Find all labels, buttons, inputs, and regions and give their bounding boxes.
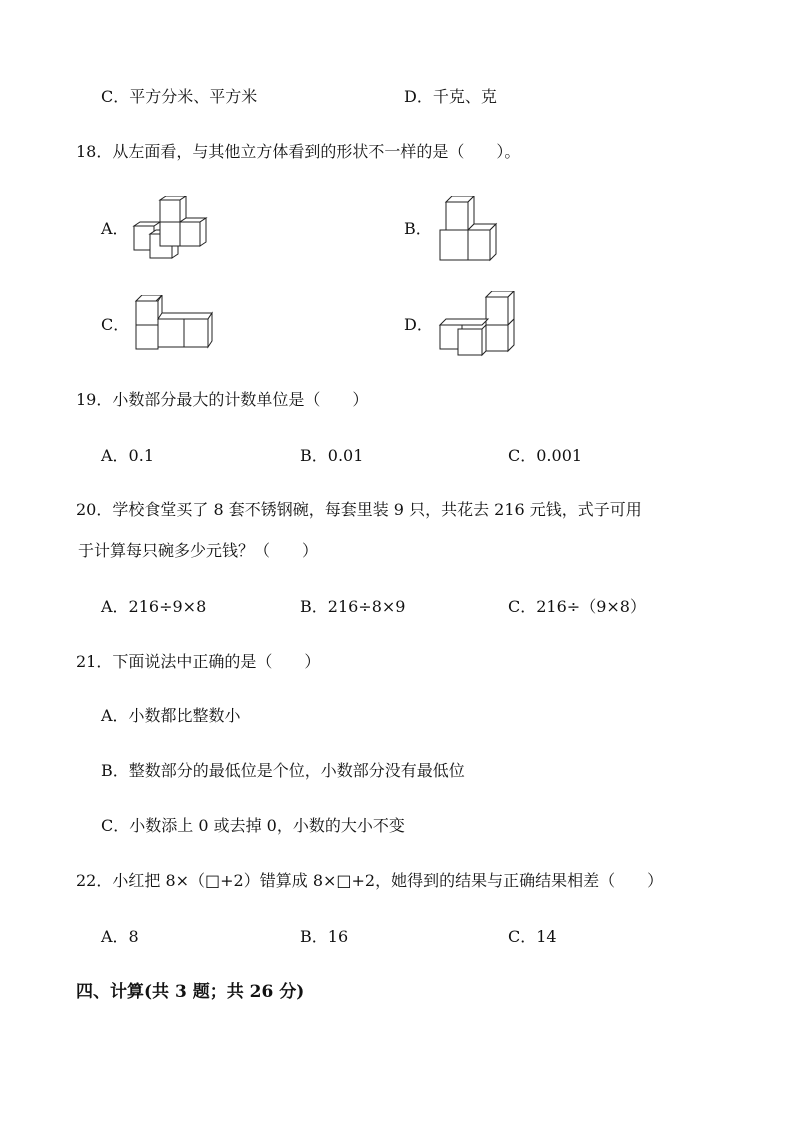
q21-stem: 21．下面说法中正确的是（ ） bbox=[76, 652, 321, 671]
q19-option-a[interactable]: A．0.1 bbox=[101, 446, 155, 465]
q19-stem: 19．小数部分最大的计数单位是（ ） bbox=[76, 390, 369, 409]
cubes-figure-a bbox=[132, 196, 212, 261]
q20-option-b[interactable]: B．216÷8×9 bbox=[300, 597, 406, 616]
q20-option-c[interactable]: C．216÷（9×8） bbox=[508, 597, 646, 616]
q22-option-b[interactable]: B．16 bbox=[300, 927, 349, 946]
q18-option-b-label[interactable]: B． bbox=[404, 219, 432, 238]
q21-option-c[interactable]: C．小数添上 0 或去掉 0，小数的大小不变 bbox=[101, 816, 405, 835]
q22-option-a[interactable]: A．8 bbox=[101, 927, 139, 946]
cubes-figure-c bbox=[132, 295, 217, 353]
cubes-figure-b bbox=[436, 196, 506, 264]
q22-option-c[interactable]: C．14 bbox=[508, 927, 557, 946]
q19-option-c[interactable]: C．0.001 bbox=[508, 446, 583, 465]
cubes-figure-d bbox=[436, 291, 521, 357]
q20-stem-line1: 20．学校食堂买了 8 套不锈钢碗，每套里装 9 只，共花去 216 元钱，式子可用 bbox=[76, 500, 642, 519]
q17-option-c[interactable]: C．平方分米、平方米 bbox=[101, 87, 258, 106]
q18-option-c-label[interactable]: C． bbox=[101, 315, 130, 334]
q22-stem: 22．小红把 8×（□+2）错算成 8×□+2，她得到的结果与正确结果相差（ ） bbox=[76, 871, 664, 890]
section-4-title: 四、计算(共 3 题；共 26 分) bbox=[76, 982, 305, 1002]
q19-option-b[interactable]: B．0.01 bbox=[300, 446, 364, 465]
q18-stem: 18．从左面看，与其他立方体看到的形状不一样的是（ ）。 bbox=[76, 142, 521, 161]
q21-option-b[interactable]: B．整数部分的最低位是个位，小数部分没有最低位 bbox=[101, 761, 465, 780]
q21-option-a[interactable]: A．小数都比整数小 bbox=[101, 706, 241, 725]
q20-option-a[interactable]: A．216÷9×8 bbox=[101, 597, 207, 616]
q18-option-a-label[interactable]: A． bbox=[101, 219, 129, 238]
q17-option-d[interactable]: D．千克、克 bbox=[404, 87, 497, 106]
q20-stem-line2: 于计算每只碗多少元钱？（ ） bbox=[78, 541, 319, 560]
q18-option-d-label[interactable]: D． bbox=[404, 315, 433, 334]
